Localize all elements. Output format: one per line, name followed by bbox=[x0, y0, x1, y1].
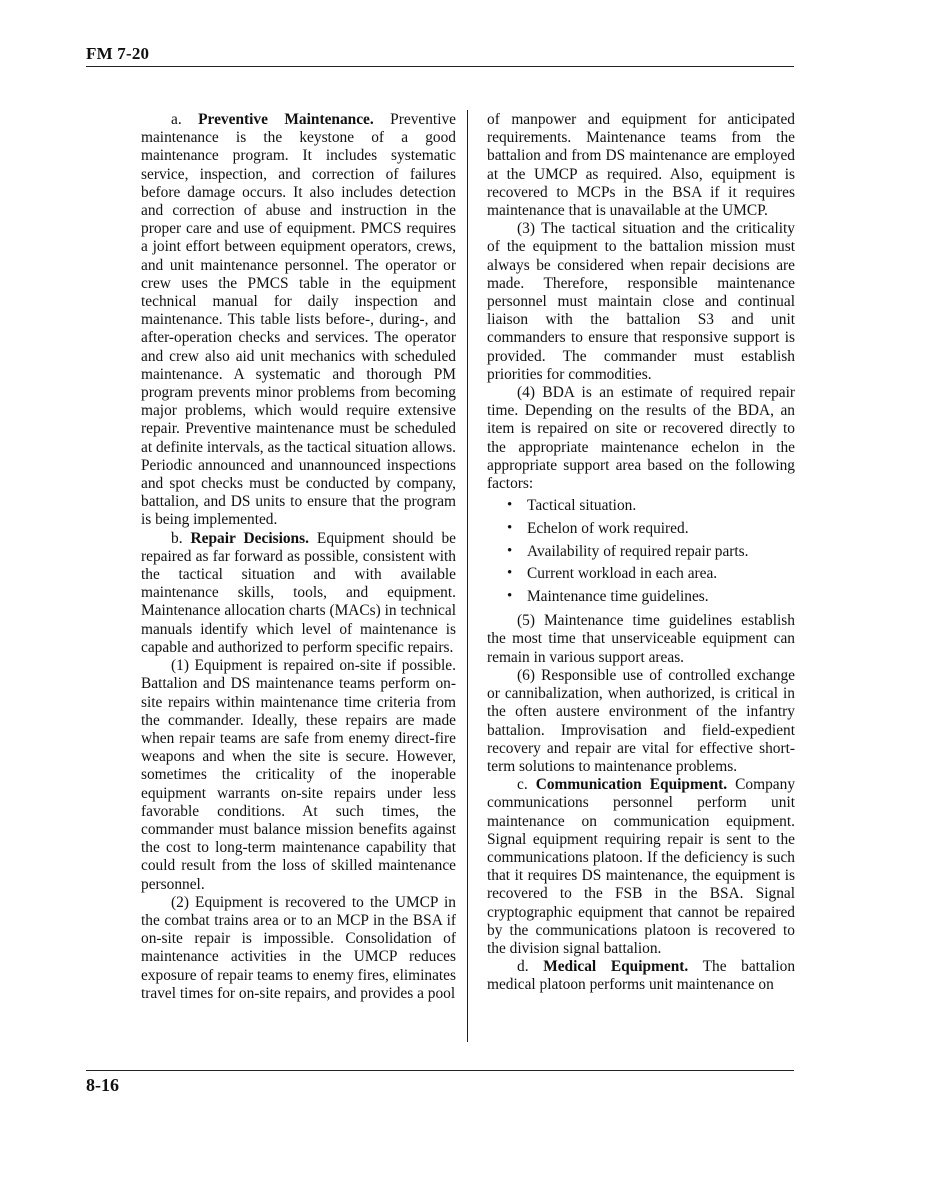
paragraph-lead: c. bbox=[517, 776, 536, 794]
paragraph-criticality: (3) The tactical situation and the criticality of the equipment to the battalion mission must always be considered when repair decisions are made. Therefore, responsible maintenance personnel must maintain close and continual liaison with the battalion S3 and unit commanders to ensure that responsive support is provided. The commander must establish priorities for commodities. bbox=[487, 220, 795, 383]
factors-list bbox=[487, 497, 795, 606]
paragraph-repair-decisions bbox=[141, 530, 456, 657]
paragraph-communication-equipment bbox=[487, 776, 795, 958]
list-item bbox=[507, 565, 795, 583]
paragraph-controlled-exchange: (6) Responsible use of controlled exchange or cannibalization, when authorized, is critical in the often austere environment of the infantry battalion. Improvisation and field-expedient recovery and repair are vital for effective short-term solutions to maintenance problems. bbox=[487, 666, 795, 775]
paragraph-heading: Repair Decisions. bbox=[190, 529, 309, 547]
paragraph-heading: Communication Equipment. bbox=[535, 776, 728, 794]
page-number: 8-16 bbox=[86, 1075, 119, 1095]
bullet-icon: • bbox=[507, 497, 513, 514]
column-divider bbox=[467, 110, 468, 1042]
paragraph-text: The battalion medical platoon performs unit maintenance on bbox=[487, 958, 796, 994]
paragraph-heading: Preventive Maintenance. bbox=[198, 111, 374, 128]
list-item-text: Echelon of work required. bbox=[527, 519, 689, 537]
paragraph-lead: d. bbox=[517, 958, 544, 976]
list-item-text: Maintenance time guidelines. bbox=[527, 588, 709, 606]
paragraph-heading: Medical Equipment. bbox=[543, 958, 689, 976]
paragraph-medical-equipment bbox=[487, 958, 795, 994]
paragraph-bda: (4) BDA is an estimate of required repair time. Depending on the results of the BDA, an item is repaired on site or recovered directly to the appropriate maintenance echelon in the appropriate support area based on the following factors: bbox=[487, 384, 795, 493]
right-column bbox=[487, 111, 795, 995]
paragraph-text: Preventive maintenance is the keystone of a good maintenance program. It includes systematic service, inspection, and correction of failures before damage occurs. It also includes detection and correction of abuse and instruction in the proper care and use of equipment. PMCS requires a joint effort between equipment operators, crews, and unit maintenance personnel. The operator or crew uses the PMCS table in the equipment technical manual for daily inspection and maintenance. This table lists before-, during-, and after-operation checks and services. The operator and crew also aid unit mechanics with scheduled maintenance. A systematic and thorough PM program prevents minor problems from becoming major problems, which would require extensive repair. Preventive maintenance must be scheduled at definite intervals, as the tactical situation allows. Periodic announced and unannounced inspections and spot checks must be conducted by company, battalion, and DS units to ensure that the program is being implemented. bbox=[141, 111, 457, 529]
footer-rule bbox=[86, 1070, 794, 1071]
list-item-text: Availability of required repair parts. bbox=[527, 542, 749, 560]
list-item bbox=[507, 543, 795, 561]
paragraph-on-site-repair: (1) Equipment is repaired on-site if possible. Battalion and DS maintenance teams perform on-site repairs within maintenance time criteria from the commander. Ideally, these repairs are made when repair teams are safe from enemy direct-fire weapons and when the site is secure. However, sometimes the criticality of the inoperable equipment warrants on-site repairs under less favorable conditions. At such times, the commander must balance mission benefits against the cost to long-term maintenance capability that could result from the loss of skilled maintenance personnel. bbox=[141, 657, 456, 893]
paragraph-text: Company communications personnel perform unit maintenance on communication equipment. Signal equipment requiring repair is sent to the communications platoon. If the deficiency is such that it requires DS maintenance, the equipment is recovered to the FSB in the BSA. Signal cryptographic equipment that cannot be repaired by the communications platoon is recovered to the division signal battalion. bbox=[487, 776, 796, 957]
bullet-icon: • bbox=[507, 542, 513, 559]
left-column bbox=[141, 111, 456, 1003]
list-item-text: Current workload in each area. bbox=[527, 565, 718, 583]
paragraph-time-guidelines: (5) Maintenance time guidelines establish the most time that unserviceable equipment can remain in various support areas. bbox=[487, 612, 795, 666]
paragraph-umcp-recovery: (2) Equipment is recovered to the UMCP in the combat trains area or to an MCP in the BSA if on-site repair is impossible. Consolidation of maintenance activities in the UMCP reduces exposure of repair teams to enemy fires, eliminates travel times for on-site repairs, and provides a pool bbox=[141, 893, 456, 1002]
manual-designation: FM 7-20 bbox=[86, 44, 150, 63]
list-item bbox=[507, 588, 795, 606]
list-item bbox=[507, 520, 795, 538]
bullet-icon: • bbox=[507, 519, 513, 536]
paragraph-lead: b. bbox=[171, 529, 191, 547]
bullet-icon: • bbox=[507, 565, 513, 582]
bullet-icon: • bbox=[507, 588, 513, 605]
paragraph-umcp-recovery-continued: of manpower and equipment for anticipated requirements. Maintenance teams from the battalion and from DS maintenance are employed at the UMCP as required. Also, equipment is recovered to MCPs in the BSA if it requires maintenance that is unavailable at the UMCP. bbox=[487, 111, 795, 220]
paragraph-preventive-maintenance bbox=[141, 111, 456, 530]
paragraph-text: Equipment should be repaired as far forward as possible, consistent with the tactical situation and with available maintenance skills, tools, and equipment. Maintenance allocation charts (MACs) in technical manuals identify which level of maintenance is capable and authorized to perform specific repairs. bbox=[141, 529, 456, 656]
list-item-text: Tactical situation. bbox=[527, 497, 637, 515]
list-item bbox=[507, 497, 795, 515]
paragraph-lead: a. bbox=[171, 111, 199, 128]
header-rule bbox=[86, 66, 794, 67]
